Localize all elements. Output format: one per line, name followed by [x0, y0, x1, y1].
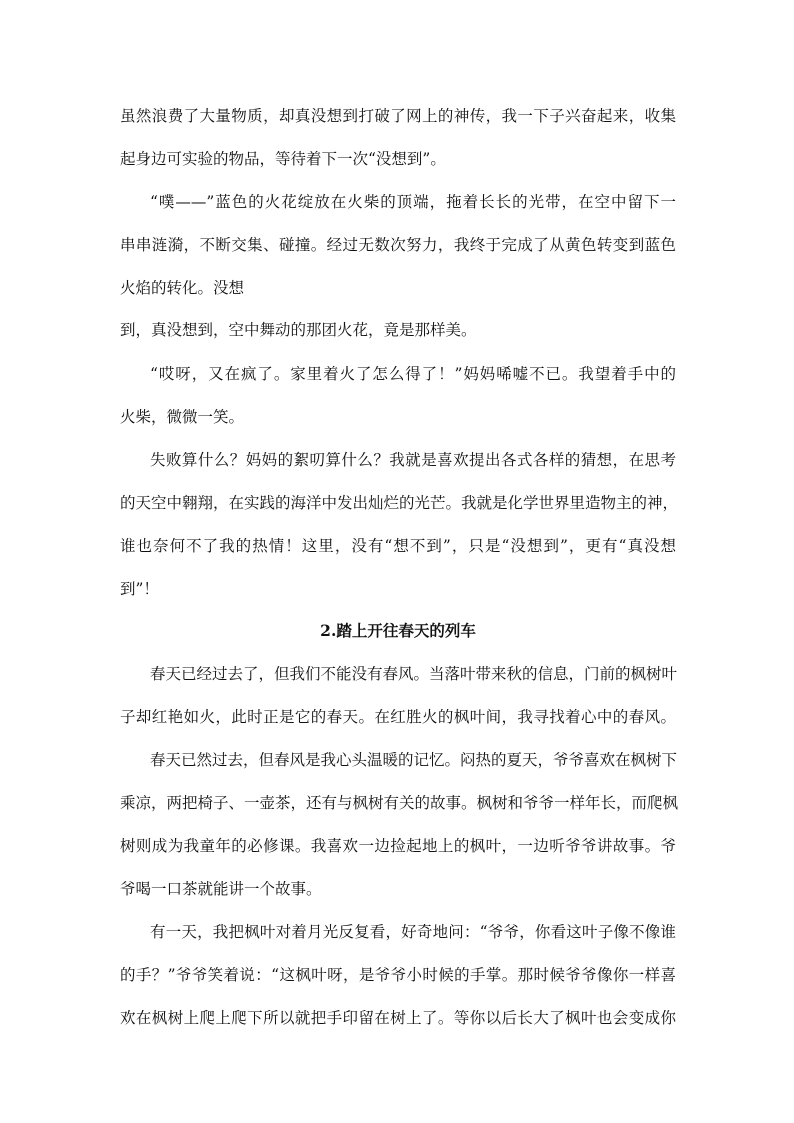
paragraph-line: 有一天，我把枫叶对着月光反复看，好奇地问：“爷爷，你看这叶子像不像谁: [150, 923, 676, 941]
paragraph-line: 火焰的转化。没想: [120, 279, 245, 297]
paragraph-line: 爷喝一口茶就能讲一个故事。: [120, 880, 322, 898]
paragraph-line: 的手？”爷爷笑着说：“这枫叶呀，是爷爷小时候的手掌。那时候爷爷像你一样喜: [120, 966, 676, 984]
paragraph-line: 串串涟漪，不断交集、碰撞。经过无数次努力，我终于完成了从黄色转变到蓝色: [120, 236, 676, 254]
paragraph-line: 火柴，微微一笑。: [120, 408, 245, 426]
paragraph-line: 起身边可实验的物品，等待着下一次“没想到”。: [120, 150, 446, 168]
paragraph-line: “噗——”蓝色的火花绽放在火柴的顶端，拖着长长的光带，在空中留下一: [150, 193, 676, 211]
section-title: 2.踏上开往春天的列车: [320, 621, 476, 640]
paragraph-line: “哎呀，又在疯了。家里着火了怎么得了！”妈妈唏嘘不已。我望着手中的: [150, 365, 676, 383]
paragraph-line: 树则成为我童年的必修课。我喜欢一边捡起地上的枫叶，一边听爷爷讲故事。爷: [120, 837, 676, 855]
paragraph-line: 子却红艳如火，此时正是它的春天。在红胜火的枫叶间，我寻找着心中的春风。: [120, 708, 676, 726]
paragraph-line: 的天空中翱翔，在实践的海洋中发出灿烂的光芒。我就是化学世界里造物主的神，: [120, 494, 679, 512]
paragraph-line: 到，真没想到，空中舞动的那团火花，竟是那样美。: [120, 321, 477, 339]
paragraph-line: 春天已经过去了，但我们不能没有春风。当落叶带来秋的信息，门前的枫树叶: [150, 665, 678, 683]
paragraph-line: 春天已然过去，但春风是我心头温暖的记忆。闷热的夏天，爷爷喜欢在枫树下: [150, 751, 678, 769]
paragraph-line: 失败算什么？妈妈的絮叨算什么？我就是喜欢提出各式各样的猜想，在思考: [150, 451, 676, 469]
paragraph-line: 虽然浪费了大量物质，却真没想到打破了网上的神传，我一下子兴奋起来，收集: [120, 107, 676, 125]
paragraph-line: 欢在枫树上爬上爬下所以就把手印留在树上了。等你以后长大了枫叶也会变成你: [120, 1009, 676, 1027]
paragraph-line: 乘凉，两把椅子、一壶茶，还有与枫树有关的故事。枫树和爷爷一样年长，而爬枫: [120, 794, 679, 812]
paragraph-line: 到”！: [120, 580, 159, 598]
paragraph-line: 谁也奈何不了我的热情！这里，没有“想不到”，只是“没想到”，更有“真没想: [120, 537, 676, 555]
